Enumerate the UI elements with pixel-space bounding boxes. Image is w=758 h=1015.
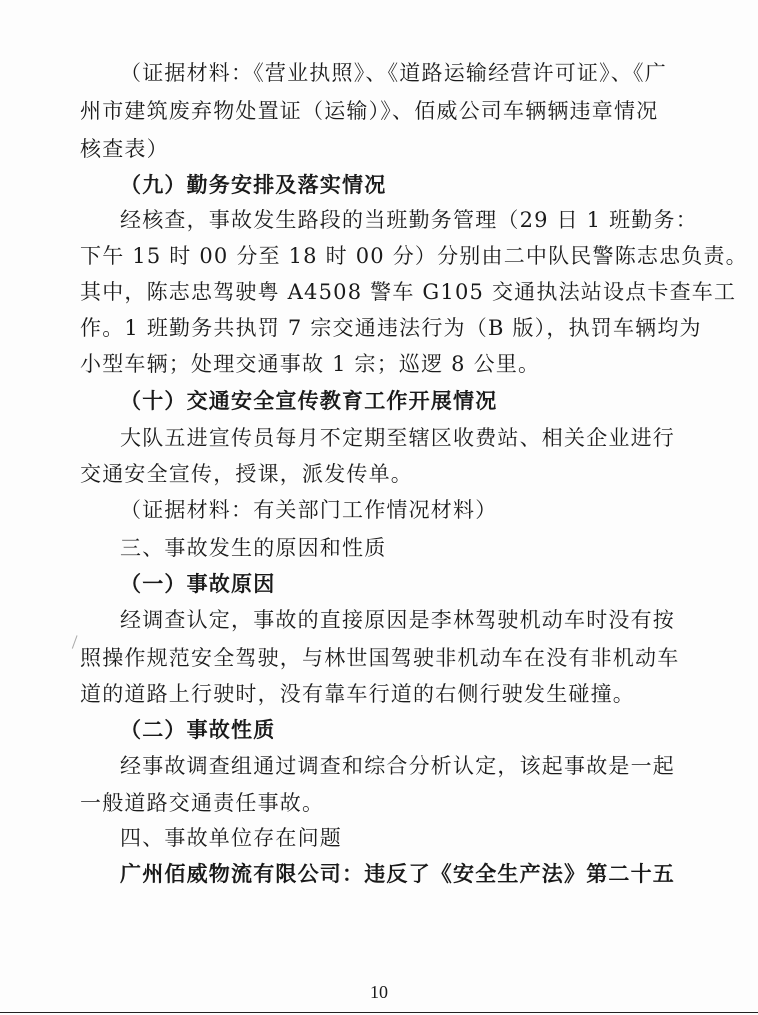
page-bottom-edge [0,1012,758,1013]
evidence-line-1: （证据材料：《营业执照》、《道路运输经营许可证》、《广 [120,61,667,85]
chapter-heading-3: 三、事故发生的原因和性质 [120,536,387,560]
section-heading-nature: （二）事故性质 [120,717,276,742]
paragraph-line: 其中，陈志忠驾驶粤 A4508 警车 G105 交通执法站设点卡查车工 [80,280,737,304]
section-heading-10: （十）交通安全宣传教育工作开展情况 [120,388,498,413]
paragraph-line: 小型车辆；处理交通事故 1 宗；巡逻 8 公里。 [80,352,541,376]
paragraph-line: 照操作规范安全驾驶，与林世国驾驶非机动车在没有非机动车 [80,646,680,670]
paragraph-line: 一般道路交通责任事故。 [80,791,325,815]
paragraph-line: 道的道路上行驶时，没有靠车行道的右侧行驶发生碰撞。 [80,682,635,706]
paragraph-line: 经调查认定，事故的直接原因是李林驾驶机动车时没有按 [120,608,675,632]
paragraph-line: 经事故调查组通过调查和综合分析认定，该起事故是一起 [120,754,675,778]
paragraph-line: 下午 15 时 00 分至 18 时 00 分）分别由二中队民警陈志忠负责。 [80,244,748,268]
paragraph-line: 交通安全宣传，授课，派发传单。 [80,462,413,486]
chapter-heading-4: 四、事故单位存在问题 [120,826,342,850]
paragraph-line: 大队五进宣传员每月不定期至辖区收费站、相关企业进行 [120,426,675,450]
section-heading-cause: （一）事故原因 [120,571,276,596]
evidence-line-2: 州市建筑废弃物处置证（运输）》、佰威公司车辆辆违章情况 [80,99,659,123]
evidence-line: （证据材料：有关部门工作情况材料） [120,498,498,522]
paragraph-line: 作。1 班勤务共执罚 7 宗交通违法行为（B 版），执罚车辆均为 [80,316,702,340]
page-number: 10 [370,982,388,1002]
evidence-line-3: 核查表） [80,137,169,161]
section-heading-9: （九）勤务安排及落实情况 [120,172,387,197]
paragraph-line: 经核查，事故发生路段的当班勤务管理（29 日 1 班勤务： [120,208,698,232]
company-problem-line: 广州佰威物流有限公司：违反了《安全生产法》第二十五 [120,861,675,886]
